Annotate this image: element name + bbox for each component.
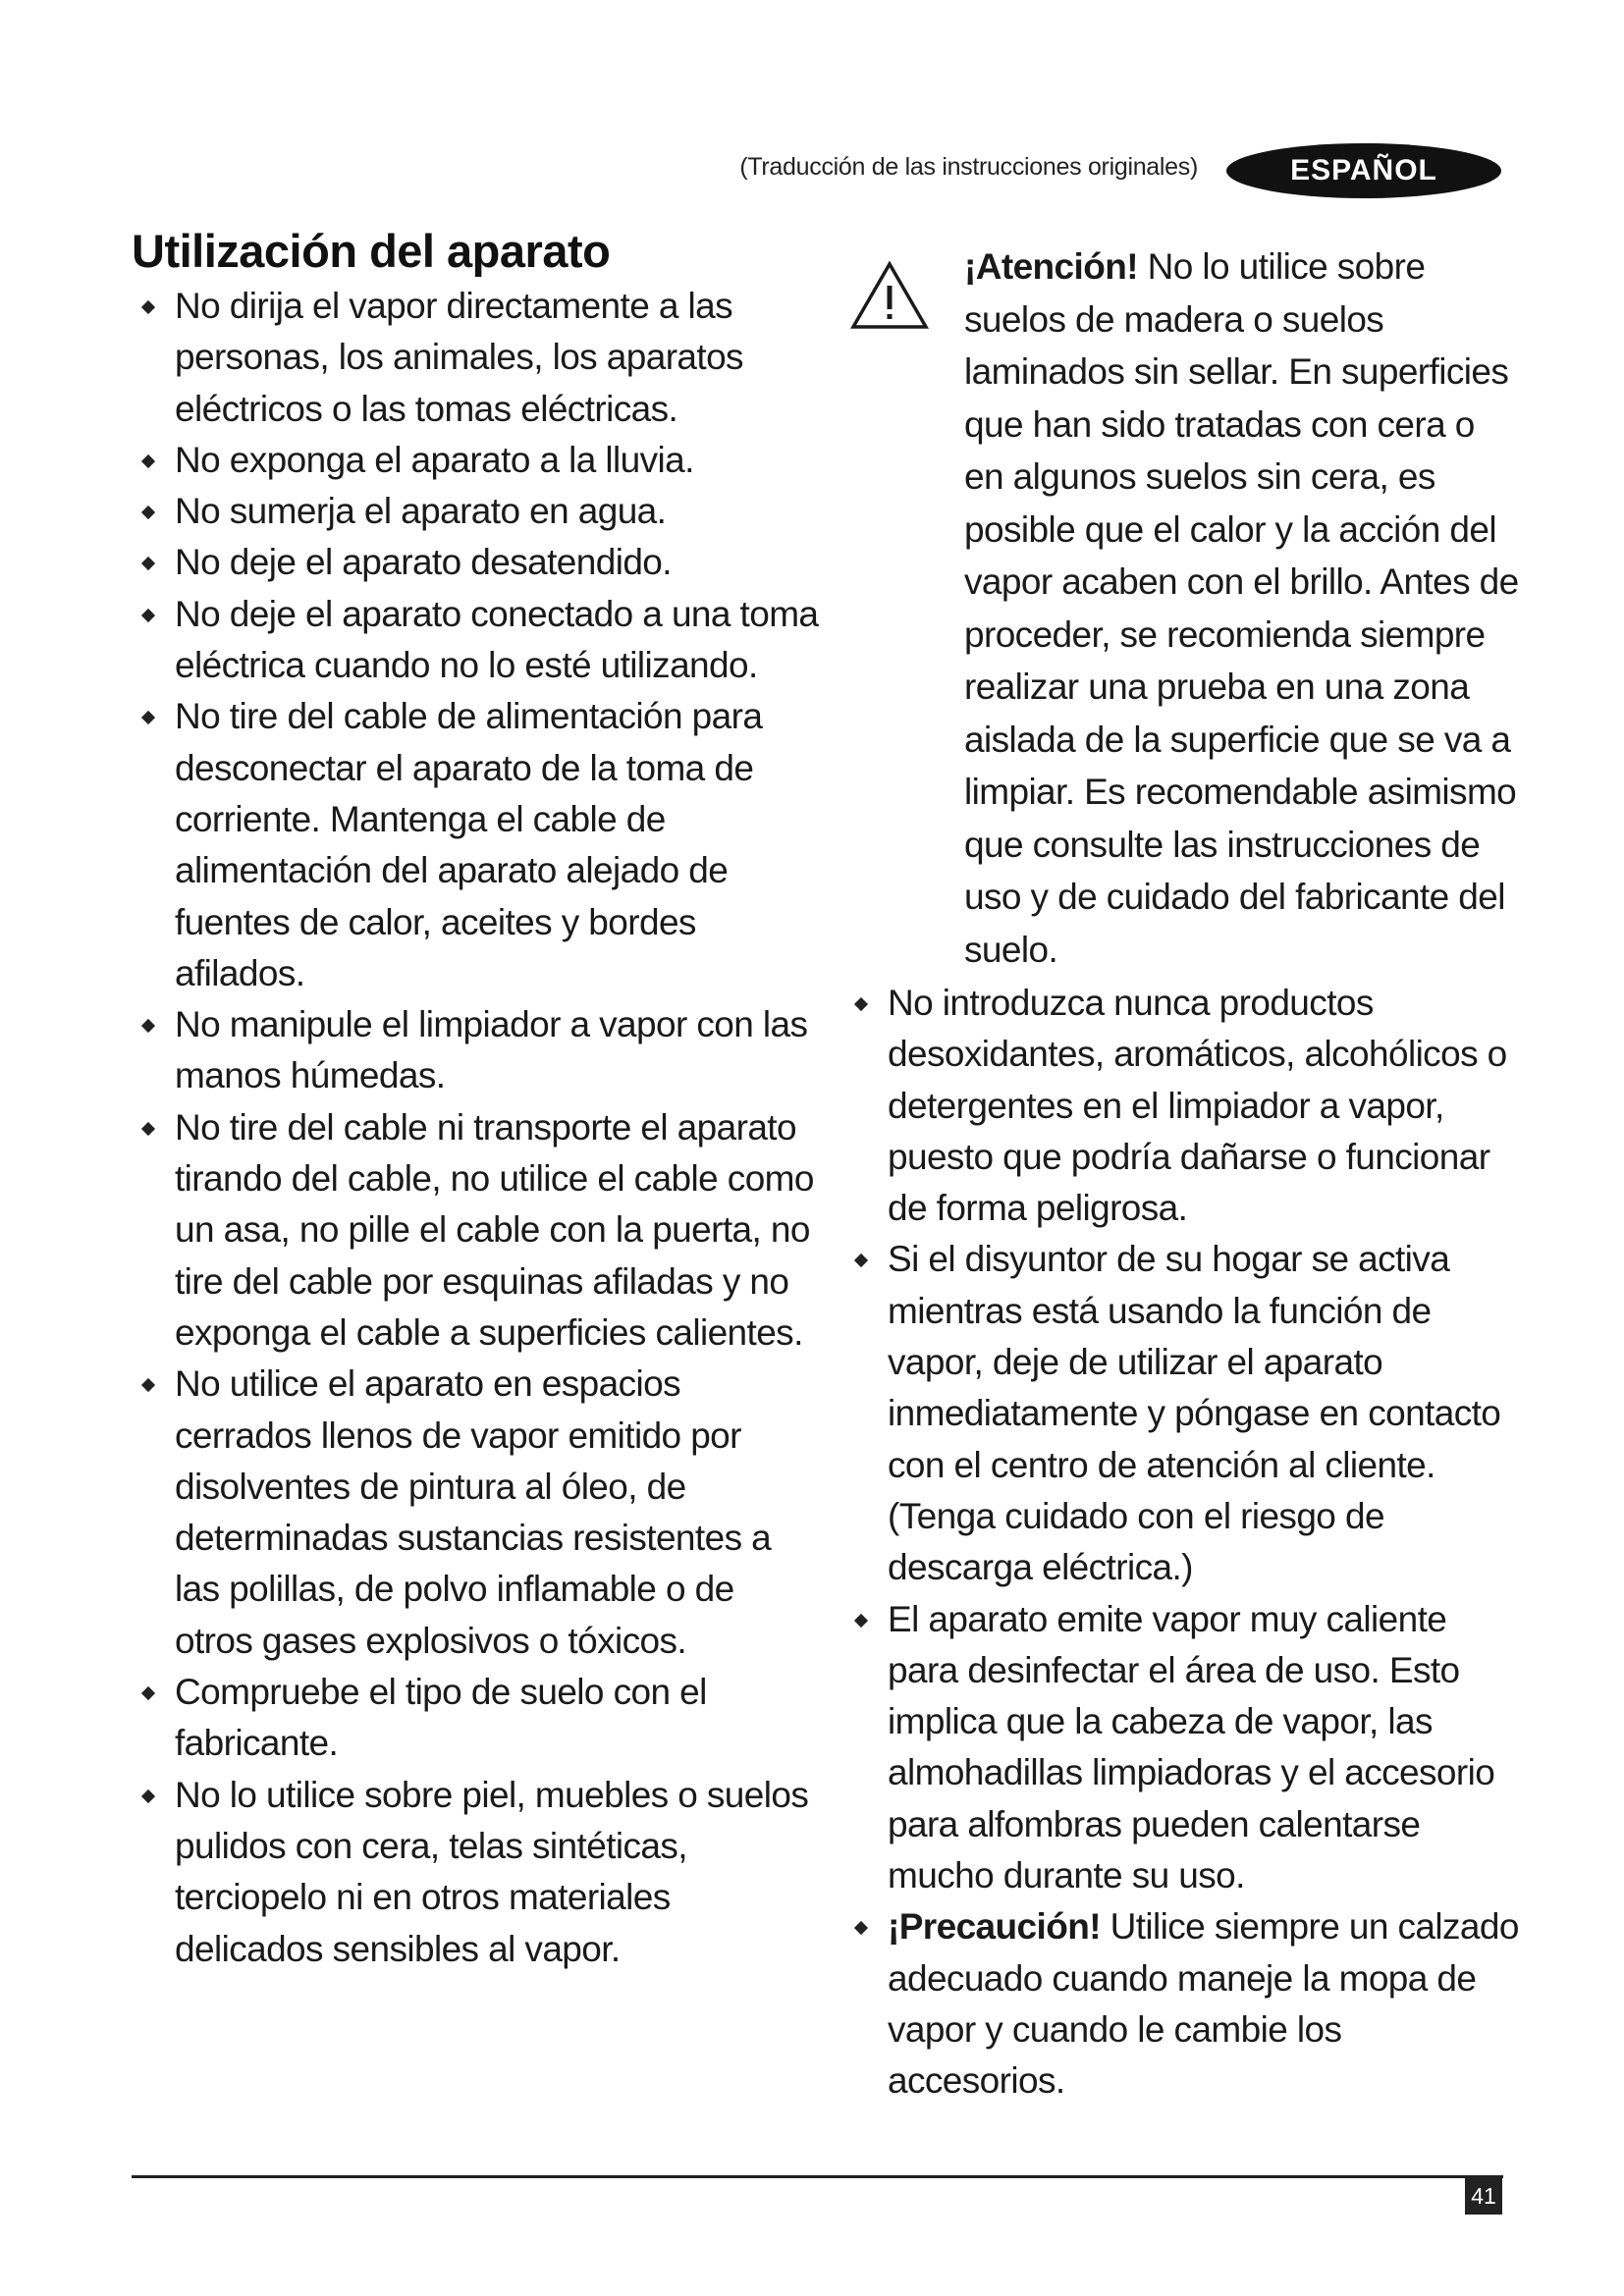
caution-item — [844, 1901, 1522, 2107]
diamond-bullet-icon — [141, 1378, 155, 1392]
list-item-text: No tire del cable ni transporte el aparato tirando del cable, no utilice el cable como un asa, no pille el cable con la puerta, no tire del cable por esquinas afiladas y no exponga el cable a superficies calientes. — [175, 1106, 814, 1353]
list-item — [132, 589, 819, 692]
caution-label: ¡Precaución! — [888, 1906, 1101, 1948]
list-item-text: No manipule el limpiador a vapor con las manos húmedas. — [175, 1004, 808, 1096]
warning-body: No lo utilice sobre suelos de madera o suelos laminados sin sellar. En superficies que han sido tratadas con cera o en algunos suelos sin cera, es posible que el calor y la acción del vapor acaben con el brillo. Antes de proceder, se recomienda siempre realizar una prueba en una zona aislada de la superficie que se va a limpiar. Es recomendable asimismo que consulte las instrucciones de uso y de cuidado del fabricante del suelo. — [964, 246, 1519, 970]
diamond-bullet-icon — [141, 300, 155, 314]
list-item — [132, 1667, 819, 1770]
diamond-bullet-icon — [854, 1254, 868, 1267]
warning-block — [844, 240, 1522, 976]
list-item-text: No introduzca nunca productos desoxidantes, aromáticos, alcohólicos o detergentes en el limpiador a vapor, puesto que podría dañarse o funcionar de forma peligrosa. — [888, 983, 1507, 1229]
list-item-text: No tire del cable de alimentación para desconectar el aparato de la toma de corriente. Mantenga el cable de alimentación del aparato alejado de fuentes de calor, aceites y bordes afilados. — [175, 696, 763, 993]
diamond-bullet-icon — [141, 454, 155, 468]
list-item-text: No deje el aparato desatendido. — [175, 542, 672, 583]
list-item — [132, 1770, 819, 1975]
list-item-text: No dirija el vapor directamente a las personas, los animales, los aparatos eléctricos o las tomas eléctricas. — [175, 286, 743, 429]
list-item — [132, 281, 819, 435]
list-item-text: No lo utilice sobre piel, muebles o suelos pulidos con cera, telas sintéticas, terciopelo ni en otros materiales delicados sensibles al vapor. — [175, 1774, 809, 1969]
list-item — [132, 1359, 819, 1667]
list-item — [844, 1594, 1522, 1902]
diamond-bullet-icon — [854, 1613, 868, 1627]
footer-divider — [132, 2175, 1503, 2178]
list-item — [132, 435, 819, 486]
list-item — [132, 999, 819, 1102]
warning-label: ¡Atención! — [964, 246, 1138, 287]
right-column — [844, 240, 1522, 2108]
left-bullet-list — [132, 281, 819, 1975]
list-item-text: Compruebe el tipo de suelo con el fabricante. — [175, 1672, 707, 1764]
section-title: Utilización del aparato — [132, 225, 611, 277]
list-item-text: No deje el aparato conectado a una toma eléctrica cuando no lo esté utilizando. — [175, 593, 819, 686]
diamond-bullet-icon — [854, 997, 868, 1011]
left-column — [132, 224, 819, 1975]
list-item-text: Si el disyuntor de su hogar se activa mientras está usando la función de vapor, deje de utilizar el aparato inmediatamente y póngase en contacto con el centro de atención al cliente. (Tenga cuidado con el riesgo de descarga eléctrica.) — [888, 1239, 1501, 1588]
diamond-bullet-icon — [141, 506, 155, 519]
right-bullet-list — [844, 978, 1522, 2108]
diamond-bullet-icon — [141, 711, 155, 724]
list-item — [844, 978, 1522, 1234]
diamond-bullet-icon — [141, 1789, 155, 1803]
list-item — [132, 537, 819, 588]
list-item-text: No sumerja el aparato en agua. — [175, 491, 667, 532]
diamond-bullet-icon — [854, 1921, 868, 1935]
list-item — [844, 1234, 1522, 1593]
page-number: 41 — [1465, 2177, 1502, 2215]
warning-triangle-icon — [850, 260, 929, 331]
list-item — [132, 1102, 819, 1359]
language-badge: ESPAÑOL — [1226, 143, 1501, 198]
list-item — [132, 486, 819, 537]
diamond-bullet-icon — [141, 1686, 155, 1700]
list-item-text: No utilice el aparato en espacios cerrados llenos de vapor emitido por disolventes de pintura al óleo, de determinadas sustancias resistentes a las polillas, de polvo inflamable o de otros gases explosivos o tóxicos. — [175, 1363, 772, 1661]
caution-body: Utilice siempre un calzado adecuado cuando maneje la mopa de vapor y cuando le cambie los accesorios. — [888, 1906, 1519, 2102]
list-item-text: El aparato emite vapor muy caliente para desinfectar el área de uso. Esto implica que la cabeza de vapor, las almohadillas limpiadoras y el accesorio para alfombras pueden calentarse mucho durante su uso. — [888, 1598, 1495, 1896]
warning-text — [964, 240, 1522, 976]
list-item-text: No exponga el aparato a la lluvia. — [175, 439, 694, 480]
diamond-bullet-icon — [141, 1122, 155, 1136]
header-note: (Traducción de las instrucciones originales) — [739, 153, 1198, 181]
list-item — [132, 691, 819, 999]
diamond-bullet-icon — [141, 1019, 155, 1033]
diamond-bullet-icon — [141, 557, 155, 570]
diamond-bullet-icon — [141, 609, 155, 622]
